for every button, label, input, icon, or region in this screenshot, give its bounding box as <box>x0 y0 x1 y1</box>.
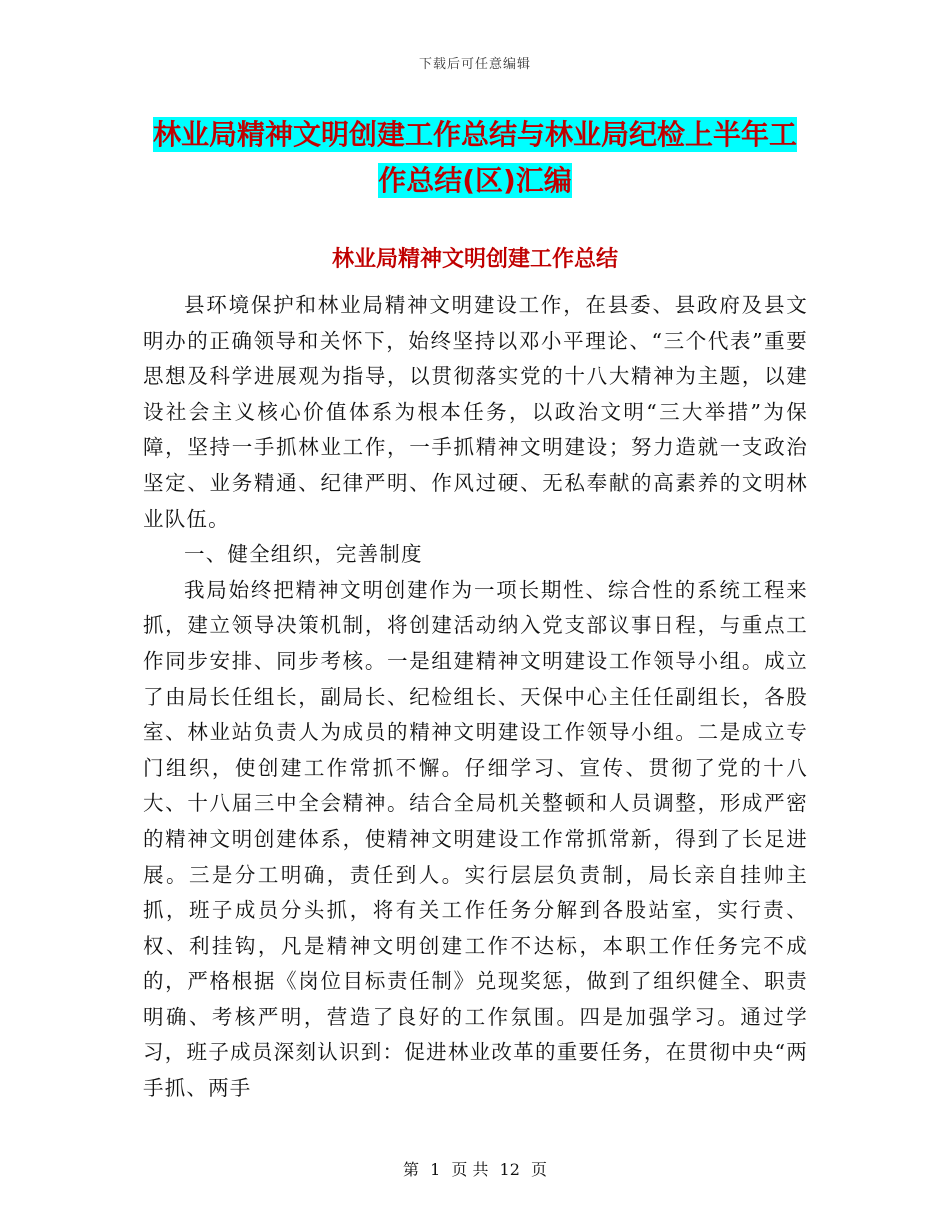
title-line-2: 作总结(区)汇编 <box>378 164 572 197</box>
page-suffix: 页 <box>531 1160 548 1179</box>
document-title <box>150 112 800 204</box>
page-footer <box>0 1157 950 1180</box>
paragraph-intro: 县环境保护和林业局精神文明建设工作，在县委、县政府及县文明办的正确领导和关怀下，始终坚持以邓小平理论、“三个代表”重要思想及科学进展观为指导，以贯彻落实党的十八大精神为主题，以建设社会主义核心价值体系为根本任务，以政治文明“三大举措”为保障，坚持一手抓林业工作，一手抓精神文明建设；努力造就一支政治坚定、业务精通、纪律严明、作风过硬、无私奉献的高素养的文明林业队伍。 <box>143 293 808 531</box>
page-header-note: 下载后可任意编辑 <box>418 57 531 72</box>
title-line-1: 林业局精神文明创建工作总结与林业局纪检上半年工 <box>152 118 797 151</box>
section-title: 林业局精神文明创建工作总结 <box>331 247 618 272</box>
page-total: 12 <box>499 1160 520 1179</box>
page-mid: 页 共 <box>451 1160 489 1179</box>
document-body <box>143 288 808 1107</box>
page-prefix: 第 <box>402 1160 419 1179</box>
paragraph-heading-1: 一、健全组织，完善制度 <box>184 542 423 567</box>
paragraph-body-1: 我局始终把精神文明创建作为一项长期性、综合性的系统工程来抓，建立领导决策机制，将创建活动纳入党支部议事日程，与重点工作同步安排、同步考核。一是组建精神文明建设工作领导小组。成立了由局长任组长，副局长、纪检组长、天保中心主任任副组长，各股室、林业站负责人为成员的精神文明建设工作领导小组。二是成立专门组织，使创建工作常抓不懈。仔细学习、宣传、贯彻了党的十八大、十八届三中全会精神。结合全局机关整顿和人员调整，形成严密的精神文明创建体系，使精神文明建设工作常抓常新，得到了长足进展。三是分工明确，责任到人。实行层层负责制，局长亲自挂帅主抓，班子成员分头抓，将有关工作任务分解到各股站室，实行责、权、利挂钩，凡是精神文明创建工作不达标，本职工作任务完不成的，严格根据《岗位目标责任制》兑现奖惩，做到了组织健全、职责明确、考核严明，营造了良好的工作氛围。四是加强学习。通过学习，班子成员深刻认识到：促进林业改革的重要任务，在贯彻中央“两手抓、两手 <box>143 577 808 1101</box>
page-number: 1 <box>430 1160 441 1179</box>
